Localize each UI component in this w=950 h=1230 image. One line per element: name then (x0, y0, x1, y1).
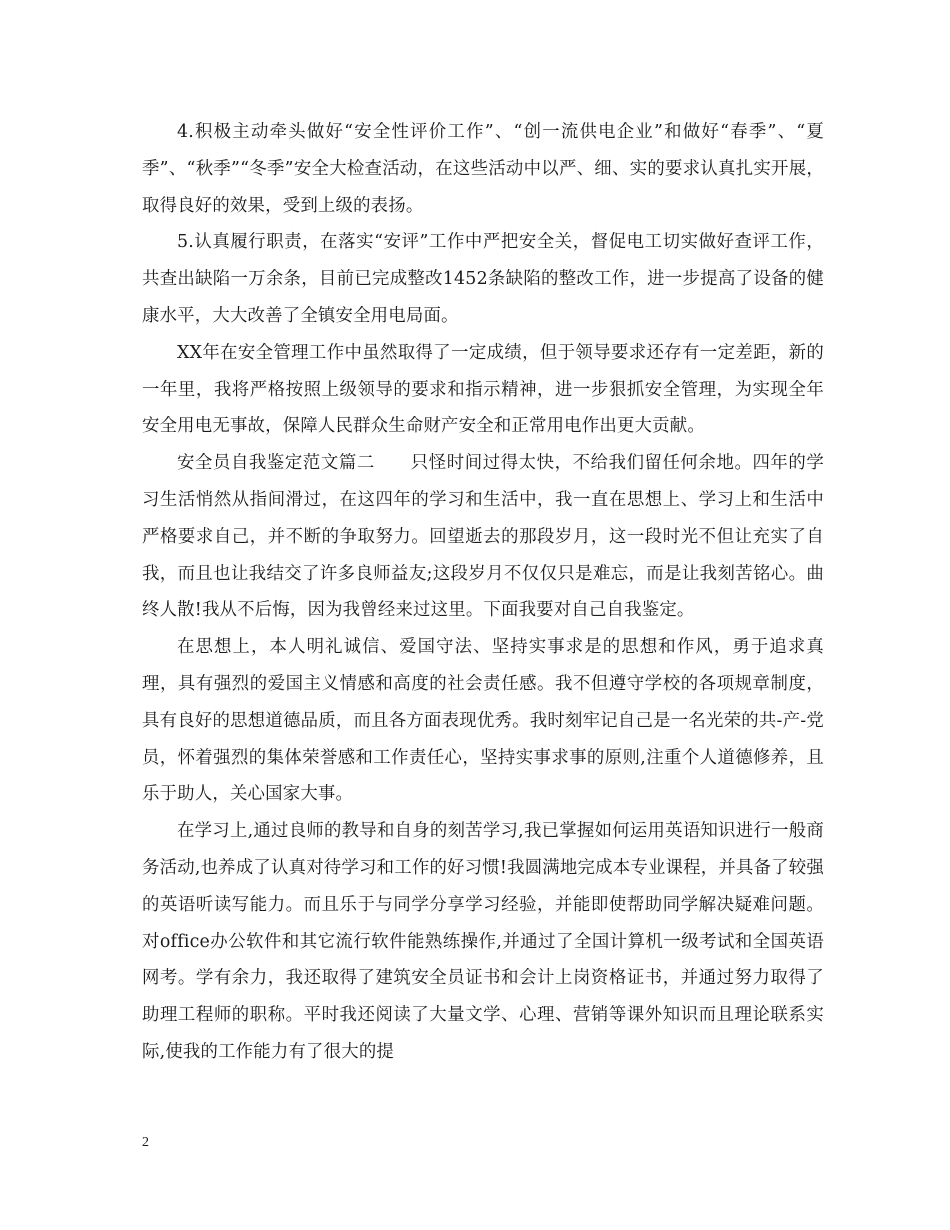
paragraph-item-5: 5.认真履行职责，在落实“安评”工作中严把安全关，督促电工切实做好查评工作，共查出缺陷一万余条，目前已完成整改1452条缺陷的整改工作，进一步提高了设备的健康水平，大大改善了全镇安全用电局面。 (142, 232, 824, 326)
paragraph-study: 在学习上,通过良师的教导和自身的刻苦学习,我已掌握如何运用英语知识进行一般商务活动,也养成了认真对待学习和工作的好习惯!我圆满地完成本专业课程，并具备了较强的英语听读写能力。而且乐于与同学分享学习经验，并能即使帮助同学解决疑难问题。对office办公软件和其它流行软件能熟练操作,并通过了全国计算机一级考试和全国英语网考。学有余力，我还取得了建筑安全员证书和会计上岗资格证书，并通过努力取得了助理工程师的职称。平时我还阅读了大量文学、心理、营销等课外知识而且理论联系实际,使我的工作能力有了很大的提 (142, 821, 824, 1062)
paragraph-thought: 在思想上，本人明礼诚信、爱国守法、坚持实事求是的思想和作风，勇于追求真理，具有强烈的爱国主义情感和高度的社会责任感。我不但遵守学校的各项规章制度，具有良好的思想道德品质，而且各方面表现优秀。我时刻牢记自己是一名光荣的共-产-党员，怀着强烈的集体荣誉感和工作责任心，坚持实事求事的原则,注重个人道德修养，且乐于助人，关心国家大事。 (142, 637, 824, 805)
paragraph-chapter-two-intro: 安全员自我鉴定范文篇二 只怪时间过得太快，不给我们留任何余地。四年的学习生活悄然从指间滑过，在这四年的学习和生活中，我一直在思想上、学习上和生活中严格要求自己，并不断的争取努力。回望逝去的那段岁月，这一段时光不但让充实了自我，而且也让我结交了许多良师益友;这段岁月不仅仅只是难忘，而是让我刻苦铭心。曲终人散!我从不后悔，因为我曾经来过这里。下面我要对自己自我鉴定。 (142, 453, 824, 621)
paragraph-summary: XX年在安全管理工作中虽然取得了一定成绩，但于领导要求还存有一定差距，新的一年里，我将严格按照上级领导的要求和指示精神，进一步狠抓安全管理，为实现全年安全用电无事故，保障人民群众生命财产安全和正常用电作出更大贡献。 (142, 342, 824, 437)
paragraph-item-4: 4.积极主动牵头做好“安全性评价工作”、“创一流供电企业”和做好“春季”、“夏季”、“秋季”“冬季”安全大检查活动，在这些活动中以严、细、实的要求认真扎实开展，取得良好的效果，受到上级的表扬。 (142, 122, 824, 216)
document-body (142, 114, 824, 1071)
page-number: 2 (142, 1135, 149, 1150)
